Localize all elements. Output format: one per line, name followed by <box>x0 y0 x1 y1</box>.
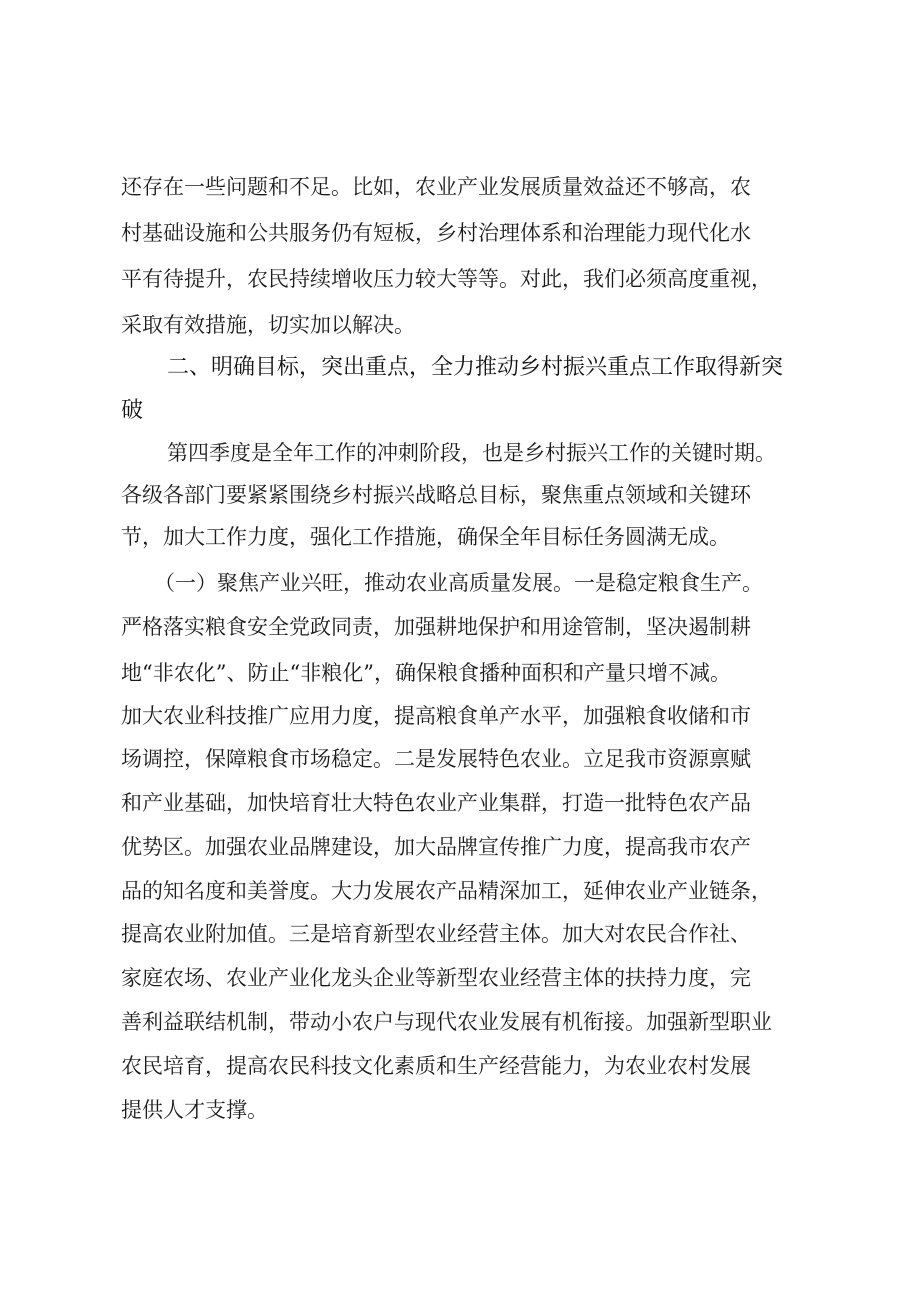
paragraph-3-line-9: 提高农业附加值。三是培育新型农业经营主体。加大对农民合作社、 <box>121 922 751 946</box>
paragraph-3-line-2: 严格落实粮食安全党政同责，加强耕地保护和用途管制，坚决遏制耕 <box>121 615 751 639</box>
paragraph-3-line-12: 农民培育，提高农民科技文化素质和生产经营能力，为农业农村发展 <box>121 1054 751 1078</box>
paragraph-3-line-4: 加大农业科技推广应用力度，提高粮食单产水平，加强粮食收储和市 <box>121 704 751 728</box>
paragraph-3-line-1: （一）聚焦产业兴旺，推动农业高质量发展。一是稳定粮食生产。 <box>154 571 763 595</box>
paragraph-2-line-2: 各级各部门要紧紧围绕乡村振兴战略总目标，聚焦重点领域和关键环 <box>121 483 751 507</box>
paragraph-3-line-10: 家庭农场、农业产业化龙头企业等新型农业经营主体的扶持力度，完 <box>121 966 751 990</box>
paragraph-1-line-2: 村基础设施和公共服务仍有短板，乡村治理体系和治理能力现代化水 <box>121 221 751 245</box>
paragraph-3-line-7: 优势区。加强农业品牌建设，加大品牌宣传推广力度，提高我市农产 <box>121 835 751 859</box>
paragraph-3-line-6: 和产业基础，加快培育壮大特色农业产业集群，打造一批特色农产品 <box>121 791 751 815</box>
paragraph-1-line-4: 采取有效措施，切实加以解决。 <box>121 313 415 337</box>
paragraph-3-line-11: 善利益联结机制，带动小农户与现代农业发展有机衔接。加强新型职业 <box>121 1010 772 1034</box>
paragraph-1-line-1: 还存在一些问题和不足。比如，农业产业发展质量效益还不够高，农 <box>121 175 751 199</box>
paragraph-1-line-3: 平有待提升，农民持续增收压力较大等等。对此，我们必须高度重视， <box>121 267 772 291</box>
section-heading-line-2: 破 <box>121 398 144 423</box>
section-heading-line-1: 二、明确目标，突出重点，全力推动乡村振兴重点工作取得新突 <box>167 355 784 380</box>
paragraph-3-line-5: 场调控，保障粮食市场稳定。二是发展特色农业。立足我市资源禀赋 <box>121 747 751 771</box>
paragraph-3-line-13: 提供人才支撑。 <box>121 1098 268 1122</box>
paragraph-3-line-8: 品的知名度和美誉度。大力发展农产品精深加工，延伸农业产业链条， <box>121 879 772 903</box>
paragraph-3-line-3: 地“非农化”、防止“非粮化”，确保粮食播种面积和产量只增不减。 <box>121 661 731 685</box>
paragraph-2-line-1: 第四季度是全年工作的冲刺阶段，也是乡村振兴工作的关键时期。 <box>167 441 776 465</box>
paragraph-2-line-3: 节，加大工作力度，强化工作措施，确保全年目标任务圆满无成。 <box>121 525 730 549</box>
